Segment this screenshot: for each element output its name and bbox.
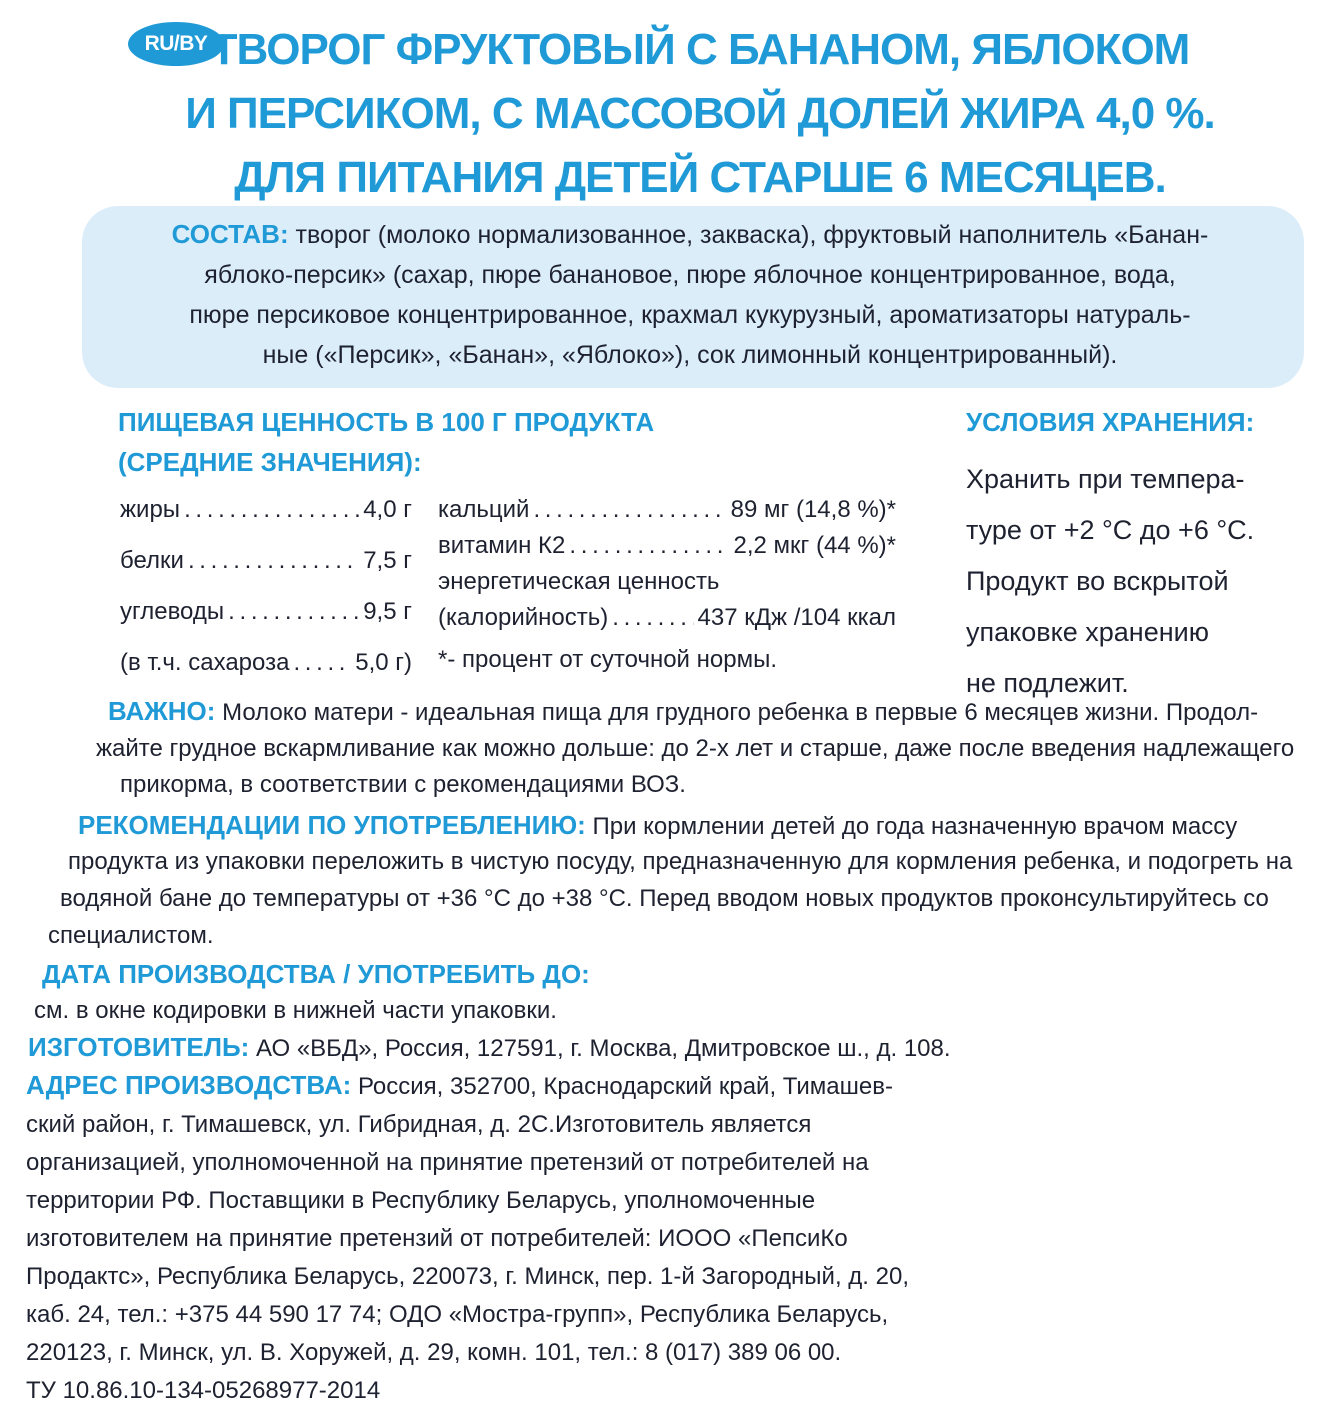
footnote: *- процент от суточной нормы. — [438, 646, 777, 673]
recommendations-line: При кормлении детей до года назначенную врачом массу — [585, 813, 1238, 840]
region-badge: RU/BY — [128, 22, 224, 66]
manufacturer-text: АО «ВБД», Россия, 127591, г. Москва, Дмитровское ш., д. 108. — [249, 1035, 951, 1062]
nutrition-heading-line: ПИЩЕВАЯ ЦЕННОСТЬ В 100 Г ПРОДУКТА — [118, 407, 655, 437]
title-line: И ПЕРСИКОМ, С МАССОВОЙ ДОЛЕЙ ЖИРА 4,0 %. — [185, 89, 1215, 138]
recommendations-line: водяной бане до температуры от +36 °С до +38 °С. Перед вводом новых продуктов проконсультируйтесь со — [60, 885, 1269, 912]
production-date-heading: ДАТА ПРОИЗВОДСТВА / УПОТРЕБИТЬ ДО: — [42, 959, 590, 989]
nutrient-name: углеводы — [120, 598, 225, 625]
tech-spec-line: ТУ 10.86.10-134-05268977-2014 — [26, 1377, 381, 1404]
leader-dots — [228, 598, 359, 626]
title-line: ТВОРОГ ФРУКТОВЫЙ С БАНАНОМ, ЯБЛОКОМ — [210, 25, 1190, 74]
nutrient-name: (калорийность) — [438, 604, 609, 631]
nutrient-name: белки — [120, 547, 184, 574]
leader-dots — [612, 604, 693, 632]
leader-dots — [533, 496, 726, 524]
important-label: ВАЖНО: — [108, 696, 216, 726]
title-line: ДЛЯ ПИТАНИЯ ДЕТЕЙ СТАРШЕ 6 МЕСЯЦЕВ. — [234, 153, 1166, 202]
manufacturer-label: ИЗГОТОВИТЕЛЬ: — [28, 1032, 250, 1062]
address-line: организацией, уполномоченной на принятие претензий от потребителей на — [26, 1149, 869, 1176]
storage-line: туре от +2 °С до +6 °С. — [966, 515, 1255, 545]
recommendations-line: продукта из упаковки переложить в чистую посуду, предназначенную для кормления ребенка, и подогреть на — [68, 848, 1293, 875]
nutrient-value: 437 кДж /104 ккал — [697, 604, 896, 631]
storage-line: Хранить при темпера- — [966, 464, 1245, 494]
address-section — [26, 1066, 909, 1410]
nutrient-row — [120, 547, 412, 598]
production-date-label — [42, 955, 590, 995]
composition-line: пюре персиковое концентрированное, крахмал кукурузный, ароматизаторы натураль- — [189, 301, 1191, 329]
recommendations-section — [78, 806, 1237, 846]
product-title — [150, 18, 1250, 210]
important-section — [108, 692, 1258, 732]
leader-dots — [188, 547, 359, 575]
production-date-text: см. в окне кодировки в нижней части упаковки. — [34, 997, 557, 1024]
nutrient-row — [438, 496, 896, 532]
manufacturer-section — [28, 1028, 951, 1068]
address-line: каб. 24, тел.: +375 44 590 17 74; ОДО «Мостра-групп», Республика Беларусь, — [26, 1301, 889, 1328]
important-line: жайте грудное вскармливание как можно дольше: до 2-х лет и старше, даже после введения надлежащего — [96, 735, 1295, 762]
nutrient-name: витамин К2 — [438, 532, 566, 559]
storage-line: упаковке хранению — [966, 617, 1209, 647]
composition-text — [90, 214, 1290, 375]
address-line: ский район, г. Тимашевск, ул. Гибридная, д. 2С.Изготовитель является — [26, 1111, 812, 1138]
nutrient-value: 9,5 г — [363, 598, 412, 625]
storage-heading: УСЛОВИЯ ХРАНЕНИЯ: — [966, 407, 1255, 437]
address-line: 220123, г. Минск, ул. В. Хоружей, д. 29, комн. 101, тел.: 8 (017) 389 06 00. — [26, 1339, 842, 1366]
storage-text — [966, 454, 1306, 709]
storage-line: Продукт во вскрытой — [966, 566, 1229, 596]
nutrient-name: (в т.ч. сахароза — [120, 649, 290, 676]
recommendations-label: РЕКОМЕНДАЦИИ ПО УПОТРЕБЛЕНИЮ: — [78, 810, 586, 840]
nutrient-value: 89 мг (14,8 %)* — [730, 496, 896, 523]
nutrient-value: 4,0 г — [363, 496, 412, 523]
nutrition-list-right — [438, 496, 896, 674]
composition-line: ные («Персик», «Банан», «Яблоко»), сок лимонный концентрированный). — [262, 341, 1118, 369]
important-line: Молоко матери - идеальная пища для грудного ребенка в первые 6 месяцев жизни. Продол- — [215, 699, 1259, 726]
nutrient-row — [438, 532, 896, 568]
nutrient-row — [438, 604, 896, 640]
leader-dots — [569, 532, 729, 560]
composition-label: СОСТАВ: — [171, 219, 289, 249]
nutrient-value: 5,0 г) — [355, 649, 412, 676]
leader-dots — [184, 496, 359, 524]
address-line: изготовителем на принятие претензий от потребителей: ИООО «ПепсиКо — [26, 1225, 848, 1252]
leader-dots — [293, 649, 351, 677]
address-line: Продактс», Республика Беларусь, 220073, г. Минск, пер. 1-й Загородный, д. 20, — [26, 1263, 909, 1290]
storage-section — [966, 402, 1306, 709]
nutrition-heading — [118, 402, 654, 482]
nutrient-row — [120, 496, 412, 547]
nutrient-value: 2,2 мкг (44 %)* — [733, 532, 896, 559]
address-line: Россия, 352700, Краснодарский край, Тимашев- — [351, 1073, 893, 1100]
storage-line: не подлежит. — [966, 668, 1129, 698]
composition-line: яблоко-персик» (сахар, пюре банановое, пюре яблочное концентрированное, вода, — [204, 261, 1176, 289]
nutrition-heading-line: (СРЕДНИЕ ЗНАЧЕНИЯ): — [118, 447, 422, 477]
composition-line: творог (молоко нормализованное, закваска), фруктовый наполнитель «Банан- — [288, 221, 1209, 249]
nutrient-name: жиры — [120, 496, 181, 523]
nutrient-value: 7,5 г — [363, 547, 412, 574]
address-label: АДРЕС ПРОИЗВОДСТВА: — [26, 1070, 352, 1100]
recommendations-line: специалистом. — [48, 922, 214, 949]
important-line: прикорма, в соответствии с рекомендациями ВОЗ. — [120, 771, 686, 798]
nutrient-name: кальций — [438, 496, 530, 523]
nutrient-row — [120, 598, 412, 649]
address-line: территории РФ. Поставщики в Республику Беларусь, уполномоченные — [26, 1187, 816, 1214]
nutrition-list-left — [120, 496, 412, 700]
energy-label: энергетическая ценность — [438, 568, 720, 595]
